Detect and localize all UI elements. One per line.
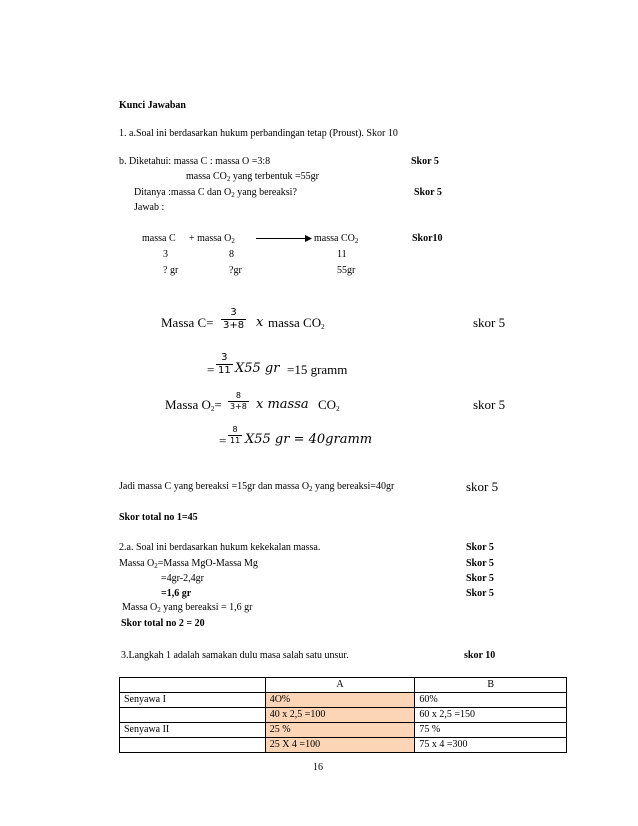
- q2-line-5: Massa $O_2$ yang bereaksi = 1,6 gr: [122, 602, 253, 614]
- table-header-cell: B: [415, 678, 567, 693]
- massa-c-label: Massa C=: [161, 315, 214, 330]
- result-massa-c: =15 gramm: [287, 362, 348, 377]
- fraction-3-over-11: $\frac{3}{11}$: [218, 352, 231, 376]
- reaction-arrow-icon: [256, 234, 312, 243]
- result-massa-o2: 𝑋55 𝑔𝑟 = 40𝑔𝑟𝑎𝑚𝑚: [245, 432, 373, 447]
- q1b-diketahui-1: b. Diketahui: massa C : massa O =3:8: [119, 156, 271, 167]
- table-row: [120, 738, 567, 753]
- reaction-skor: Skor10: [412, 233, 443, 244]
- jadi-summary: Jadi massa C yang bereaksi =15gr dan massa $O_2$ yang bereaksi=40gr: [119, 481, 395, 493]
- reaction-mass-c: ? gr: [163, 265, 179, 276]
- table-cell: 60%: [415, 693, 567, 708]
- q2-skor-2: Skor 5: [466, 558, 494, 569]
- x-massa-italic: 𝑥 𝑚𝑎𝑠𝑠𝑎: [256, 397, 309, 412]
- fraction-8-over-3plus8: $\frac{8}{3+8}$: [230, 391, 247, 411]
- equals-sign-2: =: [219, 433, 227, 448]
- q2-line-2: Massa $O_2=Massa$ MgO-Massa Mg: [119, 558, 258, 570]
- skor-massa-o2: skor 5: [473, 397, 506, 412]
- skor-jadi: skor 5: [466, 479, 499, 494]
- reaction-mass-co2: 55gr: [337, 265, 356, 276]
- ratio-table: [119, 677, 567, 753]
- table-cell: 75 x 4 =300: [415, 738, 567, 753]
- table-cell: 75 %: [415, 723, 567, 738]
- table-header-cell: [120, 678, 266, 693]
- reaction-massa-co2: massa $CO_2$: [314, 233, 359, 245]
- skor-total-no1: Skor total no 1=45: [119, 512, 198, 523]
- q2-skor-3: Skor 5: [466, 573, 494, 584]
- reaction-massa-c: massa C: [142, 233, 176, 244]
- fraction-8-over-11: $\frac{8}{11}$: [230, 425, 241, 445]
- table-cell: 60 x 2,5 =150: [415, 708, 567, 723]
- table-cell: Senyawa I: [120, 693, 266, 708]
- q1a-text: 1. a.Soal ini berdasarkan hukum perbandingan tetap (Proust). Skor 10: [119, 128, 398, 139]
- table-cell: 4O%: [265, 693, 415, 708]
- equals-sign-1: =: [207, 362, 215, 377]
- q1b-skor-1: Skor 5: [411, 156, 439, 167]
- fraction-3-over-3plus8: $\frac{3}{3+8}$: [223, 307, 245, 331]
- page-number: 16: [313, 762, 323, 773]
- q2-skor-1: Skor 5: [466, 542, 494, 553]
- reaction-ratio-c: 3: [163, 249, 168, 260]
- q3-line: 3.Langkah 1 adalah samakan dulu masa salah satu unsur.: [121, 650, 349, 661]
- skor-massa-c: skor 5: [473, 315, 506, 330]
- q2-line-1: 2.a. Soal ini berdasarkan hukum kekekalan massa.: [119, 542, 321, 553]
- massa-o2-label: Massa $O_2=$: [165, 397, 222, 413]
- table-header-row: [120, 678, 567, 693]
- skor-total-no2: Skor total no 2 = 20: [121, 618, 205, 629]
- q3-skor: skor 10: [464, 650, 496, 661]
- q2-line-3: =4gr-2,4gr: [161, 573, 204, 584]
- reaction-mass-o2: ?gr: [229, 265, 242, 276]
- table-cell: 25 %: [265, 723, 415, 738]
- reaction-ratio-co2: 11: [337, 249, 347, 260]
- q2-line-4: =1,6 gr: [161, 588, 192, 599]
- massa-co2-text: massa $CO_2$: [268, 315, 325, 331]
- table-row: [120, 723, 567, 738]
- q1b-jawab: Jawab :: [134, 202, 165, 213]
- table-cell: [120, 738, 266, 753]
- table-cell: [120, 708, 266, 723]
- q1b-skor-2: Skor 5: [414, 187, 442, 198]
- reaction-massa-o2: + massa $O_2$: [189, 233, 235, 245]
- table-header-cell: A: [265, 678, 415, 693]
- q1b-ditanya: Ditanya :massa C dan $O_2$ yang bereaksi?: [134, 187, 297, 199]
- q1b-diketahui-2: massa $CO_2$ yang terbentuk =55gr: [186, 171, 320, 183]
- table-row: [120, 708, 567, 723]
- table-cell: 25 X 4 =100: [265, 738, 415, 753]
- section-title: Kunci Jawaban: [119, 100, 186, 111]
- times-x-symbol: 𝑥: [256, 315, 264, 330]
- table-cell: Senyawa II: [120, 723, 266, 738]
- x55-gr: 𝑋55 𝑔𝑟: [235, 361, 280, 376]
- co2-text: $CO_2$: [318, 397, 340, 413]
- table-row: [120, 693, 567, 708]
- q2-skor-4: Skor 5: [466, 588, 494, 599]
- reaction-ratio-o2: 8: [229, 249, 234, 260]
- table-cell: 40 x 2,5 =100: [265, 708, 415, 723]
